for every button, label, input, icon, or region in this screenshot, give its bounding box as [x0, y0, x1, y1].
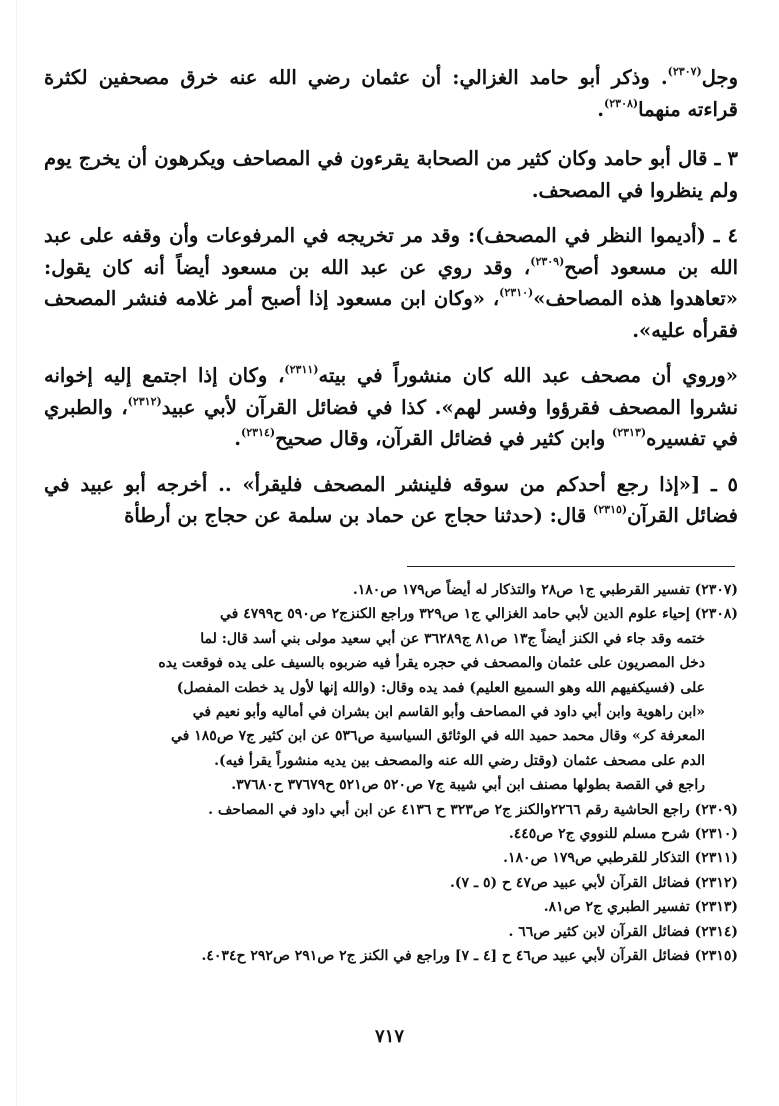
- footnote-2309: [44, 798, 738, 822]
- paragraph-4: [44, 360, 738, 455]
- paragraph-3: [44, 220, 738, 346]
- paragraph-5: [44, 469, 738, 532]
- footnote-line: (٢٣٠٩) راجع الحاشية رقم ٢٢٦٦والكنز ج٢ ص٣٢٣ ح ٤١٣٦ عن ابن أبي داود في المصاحف .: [208, 801, 738, 818]
- footnote-line: «ابن راهوية وابن أبي داود في المصاحف وأبو القاسم ابن بشران في أماليه وأبو نعيم في: [192, 704, 705, 721]
- footnote-ref-2310[interactable]: (٢٣١٠): [499, 286, 534, 299]
- page-edge-shadow: [16, 0, 17, 1106]
- footnote-2308: [44, 602, 738, 797]
- page-body: [44, 62, 738, 546]
- footnote-line: راجع في القصة بطولها مصنف ابن أبي شيبة ج٧ ص٥٢٠ ص٥٢١ ح٣٧٦٧٩ ح٣٧٦٨٠.: [231, 777, 705, 794]
- footnote-ref-2309[interactable]: (٢٣٠٩): [530, 254, 565, 268]
- footnote-ref-2313[interactable]: (٢٣١٣): [612, 426, 647, 439]
- footnote-line: (٢٣١٤) فضائل القرآن لابن كثير ص٦٦ .: [508, 923, 738, 940]
- paragraph-2: ٣ ـ قال أبو حامد وكان كثير من الصحابة يقرءون في المصاحف ويكرهون أن يخرج يوم ولم ينظروا في المصحف.: [44, 147, 738, 202]
- footnote-line: المعرفة كر» وقال محمد حميد الله في الوثائق السياسية ص٥٣٦ عن ابن كثير ج٧ ص١٨٥ في: [171, 728, 705, 745]
- footnote-line: على (فسيكفيهم الله وهو السميع العليم) فمد يده وقال: (والله إنها لأول يد خطت المفصل): [176, 679, 705, 696]
- footnotes: [44, 578, 738, 969]
- text-run: قال: (حدثنا حجاج عن حماد بن سلمة عن حجاج بن أرطأة: [124, 504, 594, 527]
- text-run: وجل: [701, 66, 738, 89]
- footnote-line: (٢٣١٣) تفسير الطبري ج٢ ص٨١.: [543, 899, 738, 916]
- text-run: وابن كثير في فضائل القرآن، وقال صحيح: [275, 427, 612, 450]
- text-run: ، «وكان ابن مسعود إذا أصبح أمر غلامه فنشر المصحف فقرأه عليه».: [44, 287, 738, 342]
- footnote-ref-2315[interactable]: (٢٣١٥): [593, 503, 628, 516]
- footnote-line: (٢٣١٥) فضائل القرآن لأبي عبيد ص٤٦ ح [٤ ـ ٧] وراجع في الكنز ج٢ ص٢٩١ ص٢٩٢ ح٤٠٣٤.: [201, 948, 738, 965]
- text-run: «وروي أن مصحف عبد الله كان منشوراً في بيته: [318, 364, 738, 387]
- footnote-ref-2314[interactable]: (٢٣١٤): [241, 426, 276, 439]
- footnote-line: (٢٣١٢) فضائل القرآن لأبي عبيد ص٤٧ ح (٥ ـ ٧).: [450, 874, 738, 891]
- text-run: ٤ ـ (أديموا النظر في المصحف): وقد مر تخريجه في المرفوعات وأن وقفه على عبد الله بن مسعود أصح: [44, 224, 738, 279]
- footnote-line: ختمه وقد جاء في الكنز أيضاً ج١٣ ص٨١ ج٣٦٢٨٩ عن أبي سعيد مولى بني أسد قال: لما: [200, 630, 705, 647]
- footnote-line: الدم على مصحف عثمان (وقتل رضي الله عنه والمصحف بين يديه منشوراً يقرأ فيه).: [214, 752, 705, 769]
- footnote-2310: [44, 822, 738, 846]
- footnote-ref-2311[interactable]: (٢٣١١): [284, 363, 319, 376]
- paragraph-1: [44, 62, 738, 125]
- text-run: ، وقد روي عن عبد الله بن مسعود أيضاً أنه كان يقول: «تعاهدوا هذه المصاحف»: [44, 255, 738, 310]
- footnote-2314: [44, 920, 738, 944]
- footnote-ref-2312[interactable]: (٢٣١٢): [127, 394, 162, 408]
- text-run: . وذكر أبو حامد الغزالي: أن عثمان رضي الله عنه خرق مصحفين لكثرة قراءته منهما: [44, 66, 738, 121]
- footnote-line: (٢٣٠٨) إحياء علوم الدين لأبي حامد الغزالي ج١ ص٣٢٩ وراجع الكنزج٢ ص٥٩٠ ح٤٧٩٩ في: [219, 606, 738, 623]
- footnote-line: (٢٣١١) التذكار للقرطبي ص١٧٩ ص١٨٠.: [503, 850, 738, 867]
- footnote-2311: [44, 846, 738, 870]
- footnote-separator: [407, 566, 735, 567]
- page-number: ٧١٧: [374, 1026, 404, 1047]
- footnote-2312: [44, 871, 738, 895]
- text-run: ٥ ـ [«إذا رجع أحدكم من سوقه فلينشر المصحف فليقرأ» .. أخرجه أبو عبيد في فضائل القرآن: [44, 472, 738, 527]
- text-run: .: [234, 427, 242, 450]
- footnote-line: (٢٣١٠) شرح مسلم للنووي ج٢ ص٤٤٥.: [508, 826, 738, 843]
- text-run: ، وكان إذا اجتمع إليه إخوانه نشروا المصحف فقرؤوا وفسر لهم». كذا في فضائل القرآن لأبي عبيد: [44, 364, 739, 419]
- footnote-2313: [44, 895, 738, 919]
- footnote-ref-2307[interactable]: (٢٣٠٧): [667, 65, 702, 78]
- footnote-2315: [44, 944, 738, 968]
- footnote-line: (٢٣٠٧) تفسير القرطبي ج١ ص٢٨ والتذكار له أيضاً ص١٧٩ ص١٨٠.: [352, 582, 738, 598]
- text-run: .: [597, 97, 605, 121]
- footnote-2307: [44, 578, 738, 602]
- footnote-line: دخل المصريون على عثمان والمصحف في حجره يقرأ فيه ضربوه بالسيف على يده فوقعت يده: [158, 655, 705, 672]
- footnote-ref-2308[interactable]: (٢٣٠٨): [604, 96, 639, 110]
- text-run: ، والطبري في تفسيره: [44, 395, 738, 450]
